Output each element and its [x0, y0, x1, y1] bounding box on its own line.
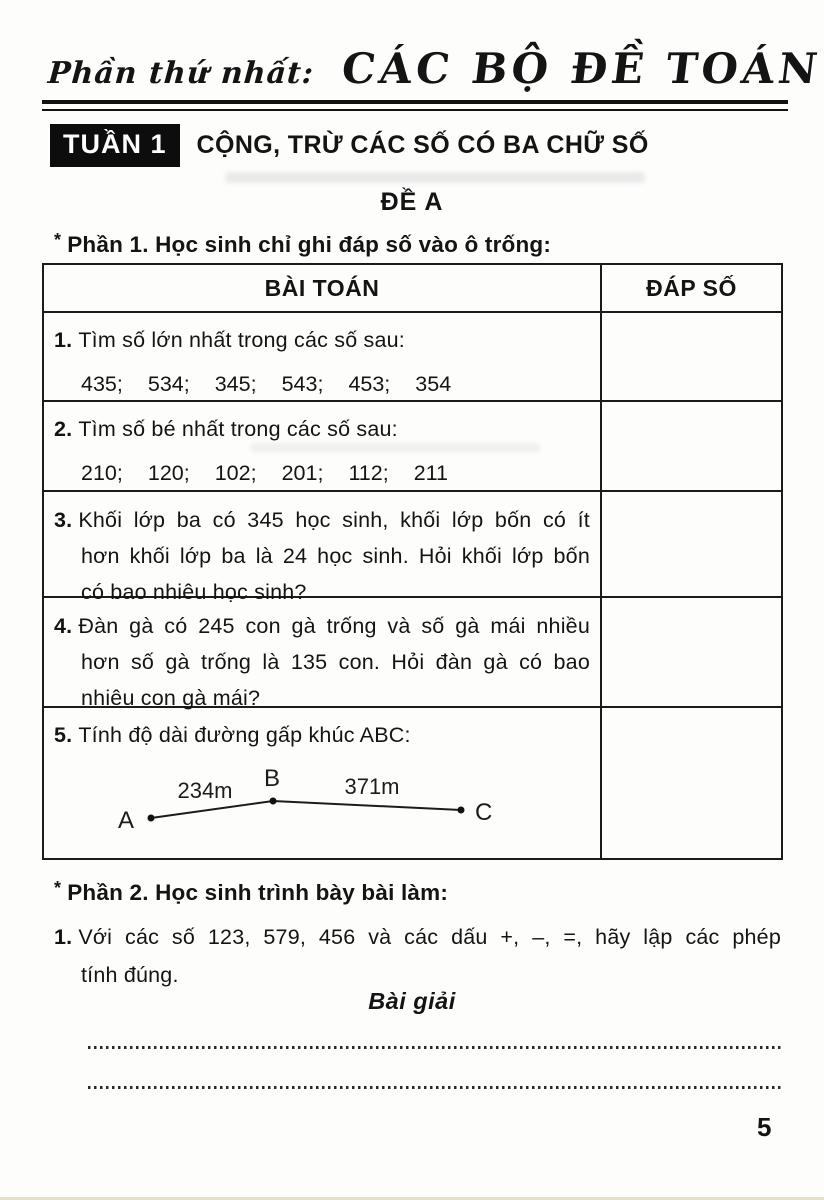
segment-ab-length: 234m: [177, 778, 233, 803]
answer-dotted-line: [88, 1046, 783, 1049]
answer-cell: [600, 492, 781, 596]
problem-text: tính đúng.: [81, 963, 179, 987]
problem-text: Đàn gà có 245 con gà trống và số gà mái nhiều: [78, 614, 590, 638]
bleed-through-mark: [225, 172, 645, 183]
problem-number: 1.: [54, 925, 73, 949]
problem-number: 2.: [54, 417, 73, 441]
problem-text: Tính độ dài đường gấp khúc ABC:: [78, 723, 411, 747]
table-row: [44, 311, 781, 400]
table-header-row: [44, 265, 781, 311]
part1-heading-text: Phần 1. Học sinh chỉ ghi đáp số vào ô trống:: [67, 232, 552, 257]
part-title: CÁC BỘ ĐỀ TOÁN: [338, 44, 824, 93]
number-item: 120;: [147, 461, 190, 485]
problem-text: có bao nhiêu học sinh?: [81, 580, 307, 604]
point-c-dot: [458, 807, 465, 814]
number-item: 102;: [214, 461, 257, 485]
number-item: 543;: [281, 372, 324, 396]
number-item: 201;: [281, 461, 324, 485]
col-header-problem: BÀI TOÁN: [264, 274, 380, 301]
problem-number: 3.: [54, 508, 73, 532]
number-item: 435;: [81, 372, 123, 396]
week-title: CỘNG, TRỪ CÁC SỐ CÓ BA CHỮ SỐ: [196, 131, 649, 159]
week-banner: [50, 124, 649, 167]
problem-text: hơn khối lớp ba là 24 học sinh. Hỏi khối lớp bốn: [81, 544, 590, 568]
table-row: [44, 596, 781, 710]
number-item: 210;: [81, 461, 123, 485]
problem-text: nhiêu con gà mái?: [81, 686, 261, 710]
point-a-dot: [148, 815, 155, 822]
problems-table: [42, 263, 783, 860]
table-row: [44, 706, 781, 858]
exam-title: ĐỀ A: [380, 188, 444, 216]
answer-cell: [600, 598, 781, 706]
problem-text: Tìm số bé nhất trong các số sau:: [78, 417, 398, 441]
number-list: [54, 372, 592, 397]
point-a-label: A: [118, 807, 135, 834]
page-header: [46, 44, 824, 93]
table-row: [44, 490, 781, 604]
problem-text: hơn số gà trống là 135 con. Hỏi đàn gà có bao: [81, 650, 590, 674]
solution-label: Bài giải: [368, 988, 456, 1014]
problem-number: 5.: [54, 723, 73, 747]
problem-number: 1.: [54, 328, 73, 352]
part-label: Phần thứ nhất:: [46, 56, 316, 91]
problem-text: Khối lớp ba có 345 học sinh, khối lớp bốn có ít: [78, 508, 590, 532]
number-item: 453;: [348, 372, 391, 396]
part2-heading-text: Phần 2. Học sinh trình bày bài làm:: [67, 880, 449, 905]
broken-line-diagram: [100, 756, 540, 851]
week-badge: TUẦN 1: [50, 124, 180, 167]
segment-bc-length: 371m: [344, 774, 400, 799]
part2-problem-1: [54, 918, 783, 994]
problem-text: Với các số 123, 579, 456 và các dấu +, –, =, hãy lập các phép: [78, 925, 781, 949]
header-rule: [42, 100, 788, 111]
asterisk: *: [54, 230, 62, 250]
answer-cell: [600, 402, 781, 490]
problem-number: 4.: [54, 614, 73, 638]
problem-text: Tìm số lớn nhất trong các số sau:: [78, 328, 405, 352]
point-b-dot: [270, 798, 277, 805]
number-item: 112;: [348, 461, 389, 485]
number-item: 534;: [147, 372, 190, 396]
point-b-label: B: [264, 765, 281, 792]
number-item: 211: [413, 461, 448, 485]
table-row: [44, 400, 781, 490]
answer-cell: [600, 313, 781, 400]
number-list: [54, 461, 592, 486]
col-header-answer: ĐÁP SỐ: [600, 265, 781, 311]
answer-cell: [600, 708, 781, 858]
part2-heading: [54, 878, 448, 906]
number-item: 354: [415, 372, 452, 396]
page-number: 5: [757, 1112, 772, 1142]
answer-dotted-line: [88, 1086, 783, 1089]
part1-heading: [54, 230, 551, 258]
asterisk: *: [54, 878, 62, 898]
number-item: 345;: [214, 372, 257, 396]
point-c-label: C: [475, 799, 493, 826]
